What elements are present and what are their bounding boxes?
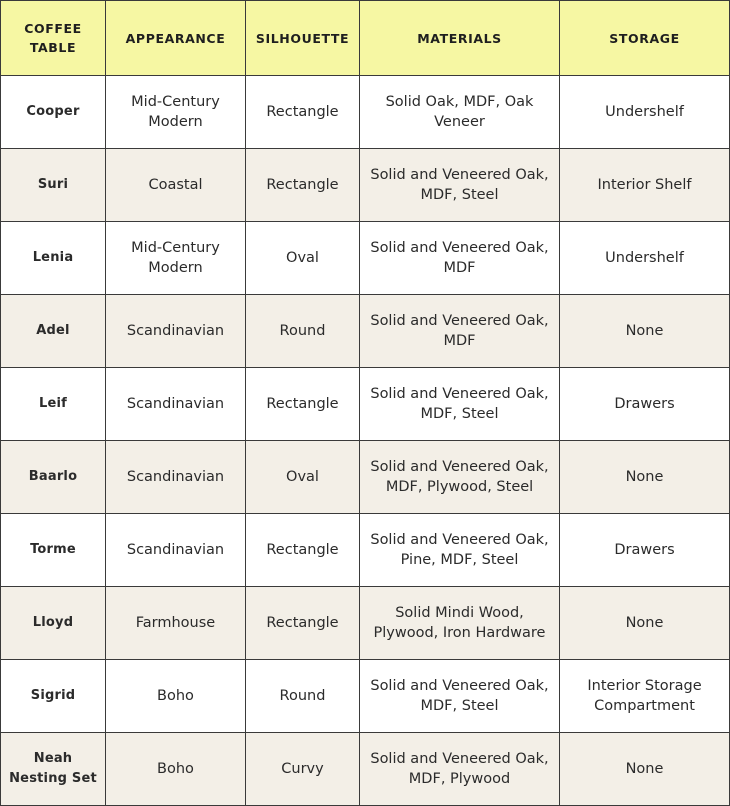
cell-storage: Interior Shelf: [560, 149, 730, 222]
cell-silhouette: Rectangle: [246, 76, 360, 149]
table-row: [1, 368, 730, 441]
cell-appearance: Farmhouse: [106, 587, 246, 660]
table-row: [1, 660, 730, 733]
cell-materials: Solid and Veneered Oak, MDF, Plywood, Steel: [360, 441, 560, 514]
cell-appearance: Mid-Century Modern: [106, 76, 246, 149]
cell-storage: None: [560, 733, 730, 806]
cell-appearance: Coastal: [106, 149, 246, 222]
table-row: [1, 733, 730, 806]
table-row: [1, 587, 730, 660]
header-materials: MATERIALS: [360, 1, 560, 76]
cell-storage: None: [560, 587, 730, 660]
cell-materials: Solid and Veneered Oak, MDF, Steel: [360, 149, 560, 222]
cell-appearance: Mid-Century Modern: [106, 222, 246, 295]
cell-name: Baarlo: [1, 441, 106, 514]
cell-materials: Solid and Veneered Oak, Pine, MDF, Steel: [360, 514, 560, 587]
cell-silhouette: Oval: [246, 222, 360, 295]
cell-name: Lloyd: [1, 587, 106, 660]
cell-storage: None: [560, 441, 730, 514]
cell-name: Torme: [1, 514, 106, 587]
cell-name: Cooper: [1, 76, 106, 149]
cell-appearance: Scandinavian: [106, 441, 246, 514]
cell-materials: Solid Mindi Wood, Plywood, Iron Hardware: [360, 587, 560, 660]
cell-name: Sigrid: [1, 660, 106, 733]
cell-silhouette: Round: [246, 660, 360, 733]
cell-storage: Undershelf: [560, 76, 730, 149]
table-row: [1, 76, 730, 149]
header-row: [1, 1, 730, 76]
cell-silhouette: Rectangle: [246, 587, 360, 660]
cell-storage: Drawers: [560, 368, 730, 441]
cell-silhouette: Curvy: [246, 733, 360, 806]
cell-appearance: Boho: [106, 660, 246, 733]
cell-name: Leif: [1, 368, 106, 441]
cell-silhouette: Round: [246, 295, 360, 368]
cell-storage: None: [560, 295, 730, 368]
header-appearance: APPEARANCE: [106, 1, 246, 76]
cell-name: Adel: [1, 295, 106, 368]
cell-materials: Solid Oak, MDF, Oak Veneer: [360, 76, 560, 149]
cell-materials: Solid and Veneered Oak, MDF, Steel: [360, 660, 560, 733]
table-header: [1, 1, 730, 76]
cell-silhouette: Oval: [246, 441, 360, 514]
header-coffee-table: COFFEE TABLE: [1, 1, 106, 76]
table-row: [1, 149, 730, 222]
cell-appearance: Boho: [106, 733, 246, 806]
cell-silhouette: Rectangle: [246, 149, 360, 222]
cell-storage: Drawers: [560, 514, 730, 587]
cell-appearance: Scandinavian: [106, 295, 246, 368]
cell-name: Neah Nesting Set: [1, 733, 106, 806]
cell-materials: Solid and Veneered Oak, MDF: [360, 222, 560, 295]
cell-materials: Solid and Veneered Oak, MDF, Steel: [360, 368, 560, 441]
cell-storage: Interior Storage Compartment: [560, 660, 730, 733]
header-storage: STORAGE: [560, 1, 730, 76]
cell-materials: Solid and Veneered Oak, MDF: [360, 295, 560, 368]
table-body: [1, 76, 730, 806]
cell-name: Suri: [1, 149, 106, 222]
header-silhouette: SILHOUETTE: [246, 1, 360, 76]
cell-materials: Solid and Veneered Oak, MDF, Plywood: [360, 733, 560, 806]
cell-storage: Undershelf: [560, 222, 730, 295]
table-row: [1, 441, 730, 514]
cell-silhouette: Rectangle: [246, 368, 360, 441]
cell-appearance: Scandinavian: [106, 368, 246, 441]
cell-appearance: Scandinavian: [106, 514, 246, 587]
table-row: [1, 295, 730, 368]
cell-name: Lenia: [1, 222, 106, 295]
table-row: [1, 222, 730, 295]
cell-silhouette: Rectangle: [246, 514, 360, 587]
table-row: [1, 514, 730, 587]
